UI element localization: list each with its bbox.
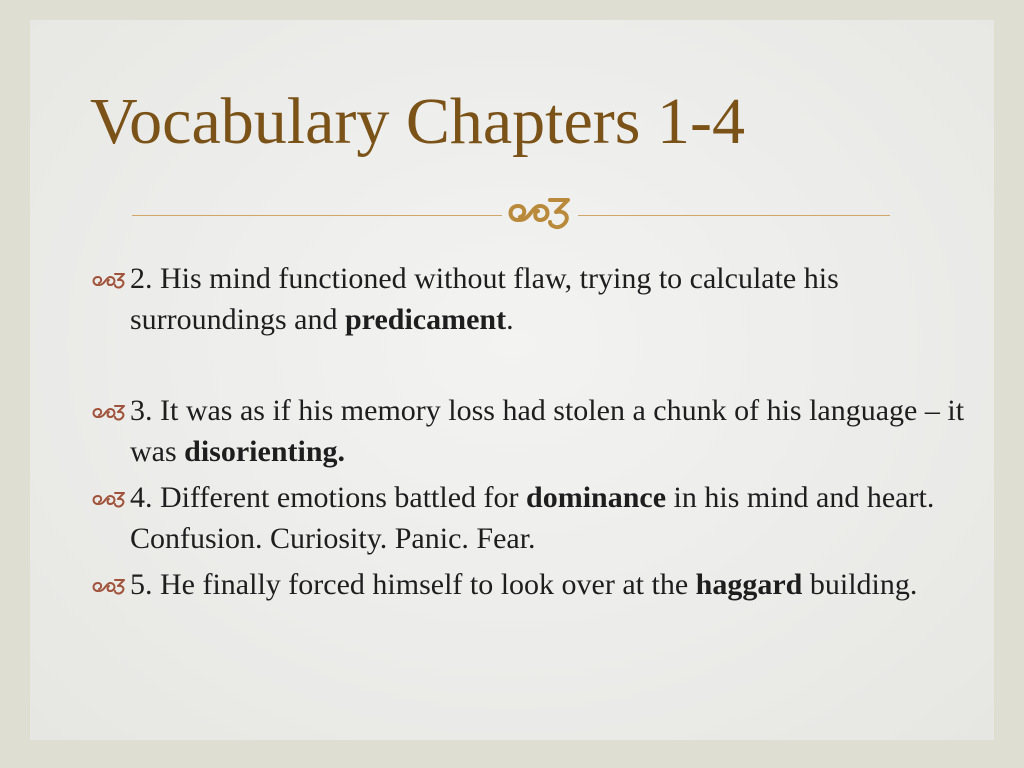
bullet-list bbox=[90, 258, 970, 605]
bullet-text: 3. It was as if his memory loss had stolen a chunk of his language – it was bbox=[130, 394, 965, 468]
flourish-bullet-icon bbox=[90, 488, 126, 508]
flourish-bullet-icon bbox=[90, 401, 126, 421]
bullet-text: 4. Different emotions battled for bbox=[130, 481, 527, 514]
slide bbox=[30, 20, 994, 740]
bullet-text: 2. His mind functioned without flaw, trying to calculate his surroundings and bbox=[130, 262, 839, 336]
title-divider-right bbox=[578, 215, 890, 216]
bullet-text-end: . bbox=[506, 303, 514, 336]
vocabulary-word: predicament bbox=[344, 303, 507, 336]
bullet-text: 5. He finally forced himself to look over at the bbox=[130, 568, 696, 601]
bullet-item bbox=[90, 390, 970, 472]
bullet-item bbox=[90, 564, 970, 605]
vocabulary-word: dominance bbox=[526, 481, 667, 514]
vocabulary-word: haggard bbox=[695, 568, 803, 601]
bullet-text-end: in his mind and heart. Confusion. Curiosity. Panic. Fear. bbox=[130, 481, 935, 555]
flourish-bullet-icon bbox=[90, 575, 126, 595]
slide-title: Vocabulary Chapters 1-4 bbox=[90, 85, 745, 158]
bullet-item bbox=[90, 477, 970, 559]
ornament-icon bbox=[504, 190, 576, 234]
bullet-item bbox=[90, 258, 970, 340]
flourish-bullet-icon bbox=[90, 269, 126, 289]
title-divider-left bbox=[132, 215, 502, 216]
vocabulary-word: disorienting. bbox=[184, 435, 346, 468]
bullet-text-end: building. bbox=[802, 568, 918, 601]
